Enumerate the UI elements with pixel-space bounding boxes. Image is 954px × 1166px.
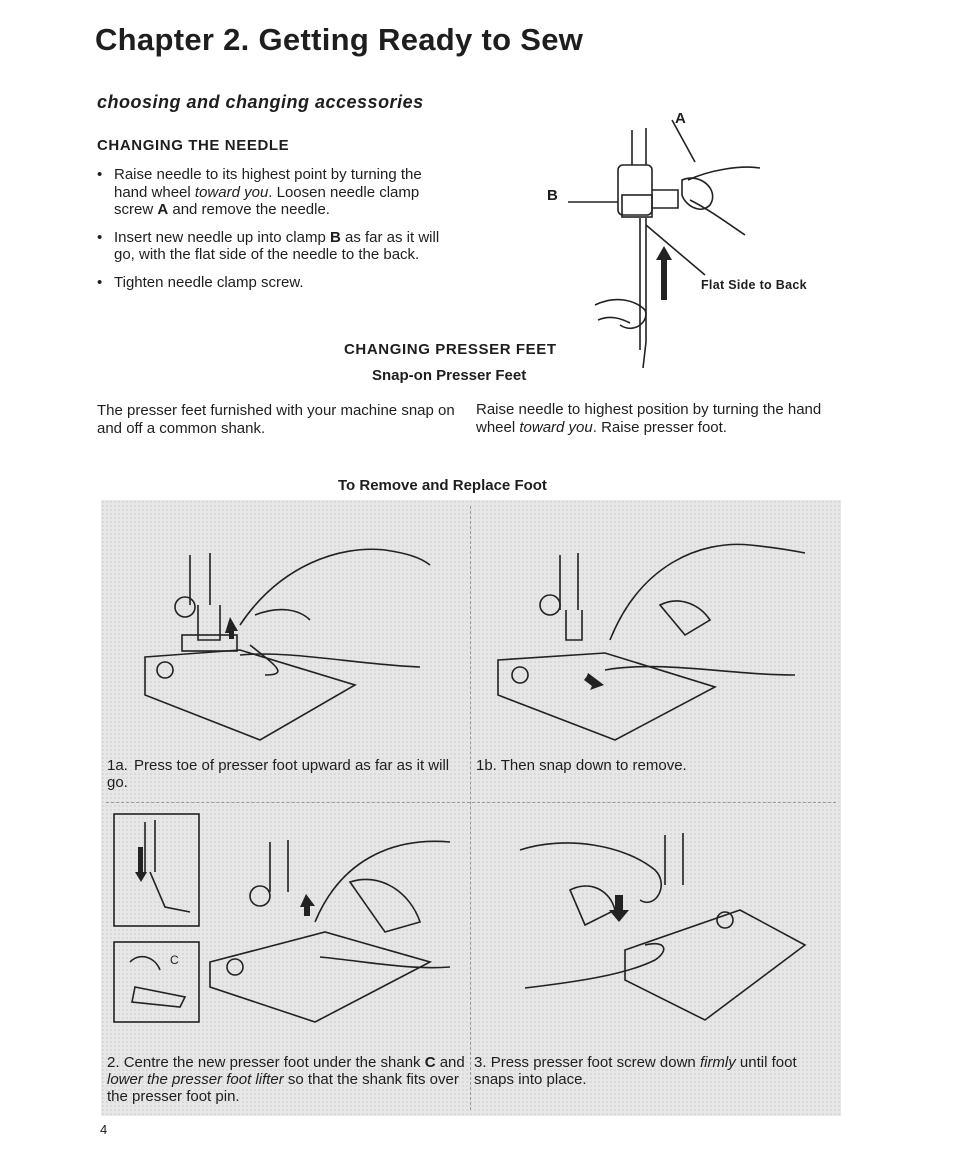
presser-heading: CHANGING PRESSER FEET (344, 341, 557, 358)
illustration-1a (140, 535, 460, 755)
presser-left-text: The presser feet furnished with your machine snap on and off a common shank. (97, 402, 455, 437)
illustration-2 (110, 812, 460, 1027)
needle-step-2: • Insert new needle up into clamp B as far as it will go, with the flat side of the needle to the back. (97, 229, 457, 264)
needle-instructions (97, 166, 457, 301)
figure-label-a: A (675, 110, 686, 127)
step-3: 3. Press presser foot screw down firmly until foot snaps into place. (474, 1054, 797, 1088)
inset-label-c: C (170, 953, 179, 967)
presser-right-text: Raise needle to highest position by turning the hand wheel toward you. Raise presser foot. (476, 401, 822, 436)
illustration-3 (505, 830, 825, 1035)
step-2: 2. Centre the new presser foot under the shank C and lower the presser foot lifter so that the shank fits over the presser foot pin. (107, 1054, 465, 1105)
illustration-1b (490, 535, 820, 755)
panel-horizontal-divider (106, 802, 836, 803)
step-1a: 1a. Press toe of presser foot upward as far as it will go. (107, 757, 450, 791)
panel-vertical-divider (470, 506, 471, 1110)
remove-replace-heading: To Remove and Replace Foot (338, 477, 547, 494)
flat-side-label: Flat Side to Back (701, 278, 807, 292)
snap-on-subheading: Snap-on Presser Feet (372, 367, 527, 384)
figure-label-b: B (547, 187, 558, 204)
needle-step-1: • Raise needle to its highest point by turning the hand wheel toward you. Loosen needle clamp screw A and remove the needle. (97, 166, 457, 219)
needle-illustration (560, 110, 840, 370)
needle-heading: CHANGING THE NEEDLE (97, 137, 290, 154)
chapter-title: Chapter 2. Getting Ready to Sew (95, 22, 584, 57)
needle-step-3: • Tighten needle clamp screw. (97, 274, 457, 292)
section-title: choosing and changing accessories (97, 92, 424, 112)
page-number: 4 (100, 1122, 108, 1137)
step-1b: 1b. Then snap down to remove. (476, 757, 687, 774)
